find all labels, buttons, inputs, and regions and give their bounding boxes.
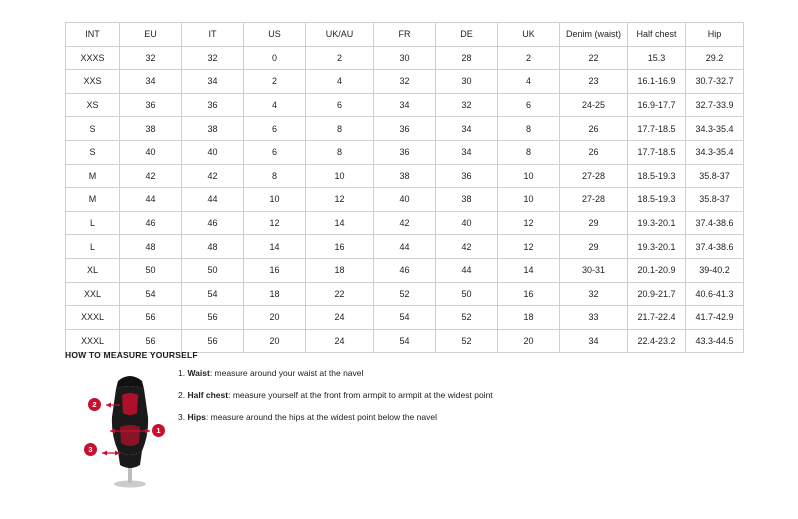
cell-hip: 39-40.2 [686, 258, 744, 282]
cell-uk: 8 [498, 140, 560, 164]
cell-it: 42 [182, 164, 244, 188]
cell-int: M [66, 188, 120, 212]
cell-de: 44 [436, 258, 498, 282]
cell-half-chest: 17.7-18.5 [628, 140, 686, 164]
cell-int: XS [66, 93, 120, 117]
measure-badge-2: 2 [88, 398, 101, 411]
mannequin-illustration [80, 365, 180, 490]
cell-fr: 36 [374, 117, 436, 141]
cell-denim-waist: 23 [560, 70, 628, 94]
cell-uk-au: 4 [306, 70, 374, 94]
cell-fr: 34 [374, 93, 436, 117]
cell-int: M [66, 164, 120, 188]
cell-half-chest: 19.3-20.1 [628, 235, 686, 259]
cell-fr: 46 [374, 258, 436, 282]
measure-instructions [178, 368, 598, 435]
cell-half-chest: 21.7-22.4 [628, 306, 686, 330]
column-header-eu: EU [120, 23, 182, 47]
cell-uk-au: 2 [306, 46, 374, 70]
cell-denim-waist: 22 [560, 46, 628, 70]
cell-de: 32 [436, 93, 498, 117]
column-header-de: DE [436, 23, 498, 47]
cell-int: XXXL [66, 306, 120, 330]
cell-hip: 37.4-38.6 [686, 235, 744, 259]
cell-uk-au: 18 [306, 258, 374, 282]
instruction-term: Waist [187, 368, 210, 378]
table-row [66, 282, 744, 306]
cell-denim-waist: 27-28 [560, 188, 628, 212]
cell-de: 34 [436, 117, 498, 141]
cell-it: 54 [182, 282, 244, 306]
instruction-hips [178, 412, 598, 422]
cell-de: 28 [436, 46, 498, 70]
cell-eu: 44 [120, 188, 182, 212]
instruction-term: Half chest [187, 390, 229, 401]
cell-uk: 2 [498, 46, 560, 70]
cell-it: 48 [182, 235, 244, 259]
column-header-hip: Hip [686, 23, 744, 47]
cell-us: 6 [244, 140, 306, 164]
cell-uk-au: 16 [306, 235, 374, 259]
cell-half-chest: 15.3 [628, 46, 686, 70]
cell-int: S [66, 117, 120, 141]
cell-it: 44 [182, 188, 244, 212]
column-header-fr: FR [374, 23, 436, 47]
size-chart-container [65, 22, 733, 353]
cell-half-chest: 20.9-21.7 [628, 282, 686, 306]
cell-fr: 36 [374, 140, 436, 164]
cell-it: 50 [182, 258, 244, 282]
measure-badge-1: 1 [152, 424, 165, 437]
how-to-measure-title: HOW TO MEASURE YOURSELF [65, 350, 198, 360]
cell-it: 56 [182, 329, 244, 353]
cell-hip: 35.8-37 [686, 188, 744, 212]
cell-uk: 14 [498, 258, 560, 282]
table-row [66, 164, 744, 188]
instruction-text: : measure yourself at the front from armpit to armpit at the widest point [228, 390, 493, 401]
cell-de: 38 [436, 188, 498, 212]
cell-denim-waist: 26 [560, 117, 628, 141]
cell-us: 12 [244, 211, 306, 235]
cell-us: 20 [244, 329, 306, 353]
cell-fr: 42 [374, 211, 436, 235]
cell-eu: 32 [120, 46, 182, 70]
cell-int: XXL [66, 282, 120, 306]
cell-eu: 36 [120, 93, 182, 117]
cell-us: 18 [244, 282, 306, 306]
column-header-half-chest: Half chest [628, 23, 686, 47]
cell-us: 8 [244, 164, 306, 188]
cell-uk-au: 22 [306, 282, 374, 306]
cell-eu: 42 [120, 164, 182, 188]
cell-uk-au: 14 [306, 211, 374, 235]
cell-it: 34 [182, 70, 244, 94]
instruction-number: 1. [178, 368, 186, 378]
table-row [66, 306, 744, 330]
table-row [66, 258, 744, 282]
cell-de: 36 [436, 164, 498, 188]
cell-it: 38 [182, 117, 244, 141]
cell-uk: 6 [498, 93, 560, 117]
cell-it: 56 [182, 306, 244, 330]
cell-uk-au: 24 [306, 329, 374, 353]
cell-eu: 54 [120, 282, 182, 306]
cell-us: 10 [244, 188, 306, 212]
table-row [66, 211, 744, 235]
cell-uk: 10 [498, 164, 560, 188]
cell-int: XL [66, 258, 120, 282]
cell-hip: 34.3-35.4 [686, 117, 744, 141]
cell-denim-waist: 29 [560, 235, 628, 259]
table-row [66, 140, 744, 164]
cell-uk: 18 [498, 306, 560, 330]
cell-de: 52 [436, 306, 498, 330]
instruction-half-chest [178, 390, 598, 400]
cell-eu: 38 [120, 117, 182, 141]
cell-denim-waist: 32 [560, 282, 628, 306]
cell-eu: 50 [120, 258, 182, 282]
cell-hip: 30.7-32.7 [686, 70, 744, 94]
cell-eu: 56 [120, 329, 182, 353]
cell-denim-waist: 30-31 [560, 258, 628, 282]
column-header-uk: UK [498, 23, 560, 47]
cell-uk-au: 10 [306, 164, 374, 188]
instruction-text: : measure around the hips at the widest point below the navel [205, 412, 437, 423]
cell-fr: 54 [374, 306, 436, 330]
cell-fr: 52 [374, 282, 436, 306]
measure-badge-3: 3 [84, 443, 97, 456]
cell-uk: 8 [498, 117, 560, 141]
cell-uk-au: 6 [306, 93, 374, 117]
column-header-denim-waist: Denim (waist) [560, 23, 628, 47]
column-header-us: US [244, 23, 306, 47]
cell-uk: 16 [498, 282, 560, 306]
cell-it: 40 [182, 140, 244, 164]
cell-us: 14 [244, 235, 306, 259]
cell-us: 20 [244, 306, 306, 330]
cell-half-chest: 22.4-23.2 [628, 329, 686, 353]
table-row [66, 188, 744, 212]
instruction-waist [178, 368, 598, 378]
cell-hip: 29.2 [686, 46, 744, 70]
cell-int: L [66, 211, 120, 235]
column-header-int: INT [66, 23, 120, 47]
table-row [66, 235, 744, 259]
cell-denim-waist: 34 [560, 329, 628, 353]
cell-fr: 44 [374, 235, 436, 259]
cell-it: 46 [182, 211, 244, 235]
cell-uk-au: 24 [306, 306, 374, 330]
cell-eu: 40 [120, 140, 182, 164]
cell-denim-waist: 29 [560, 211, 628, 235]
cell-hip: 34.3-35.4 [686, 140, 744, 164]
size-chart-table [65, 22, 744, 353]
cell-half-chest: 20.1-20.9 [628, 258, 686, 282]
cell-hip: 37.4-38.6 [686, 211, 744, 235]
cell-it: 36 [182, 93, 244, 117]
cell-uk: 12 [498, 211, 560, 235]
cell-fr: 54 [374, 329, 436, 353]
cell-us: 2 [244, 70, 306, 94]
cell-int: XXS [66, 70, 120, 94]
cell-it: 32 [182, 46, 244, 70]
cell-uk: 12 [498, 235, 560, 259]
cell-eu: 46 [120, 211, 182, 235]
cell-de: 30 [436, 70, 498, 94]
table-row [66, 46, 744, 70]
instruction-number: 3. [178, 412, 186, 423]
cell-eu: 48 [120, 235, 182, 259]
cell-denim-waist: 24-25 [560, 93, 628, 117]
instruction-term: Hips [187, 412, 206, 423]
instruction-number: 2. [178, 390, 186, 401]
cell-us: 16 [244, 258, 306, 282]
cell-fr: 38 [374, 164, 436, 188]
cell-denim-waist: 33 [560, 306, 628, 330]
cell-us: 6 [244, 117, 306, 141]
cell-half-chest: 16.1-16.9 [628, 70, 686, 94]
cell-de: 42 [436, 235, 498, 259]
cell-int: XXXS [66, 46, 120, 70]
cell-uk-au: 8 [306, 140, 374, 164]
column-header-uk-au: UK/AU [306, 23, 374, 47]
cell-de: 50 [436, 282, 498, 306]
cell-uk-au: 12 [306, 188, 374, 212]
cell-de: 52 [436, 329, 498, 353]
cell-int: XXXL [66, 329, 120, 353]
cell-half-chest: 18.5-19.3 [628, 188, 686, 212]
cell-half-chest: 17.7-18.5 [628, 117, 686, 141]
cell-fr: 32 [374, 70, 436, 94]
cell-uk: 4 [498, 70, 560, 94]
cell-hip: 32.7-33.9 [686, 93, 744, 117]
cell-fr: 40 [374, 188, 436, 212]
cell-denim-waist: 27-28 [560, 164, 628, 188]
cell-half-chest: 18.5-19.3 [628, 164, 686, 188]
cell-half-chest: 16.9-17.7 [628, 93, 686, 117]
cell-de: 40 [436, 211, 498, 235]
cell-uk: 20 [498, 329, 560, 353]
table-body [66, 46, 744, 353]
cell-int: S [66, 140, 120, 164]
cell-uk: 10 [498, 188, 560, 212]
cell-eu: 56 [120, 306, 182, 330]
cell-fr: 30 [374, 46, 436, 70]
cell-half-chest: 19.3-20.1 [628, 211, 686, 235]
column-header-it: IT [182, 23, 244, 47]
table-header-row [66, 23, 744, 47]
table-row [66, 93, 744, 117]
table-row [66, 70, 744, 94]
cell-hip: 40.6-41.3 [686, 282, 744, 306]
cell-us: 0 [244, 46, 306, 70]
cell-int: L [66, 235, 120, 259]
cell-hip: 41.7-42.9 [686, 306, 744, 330]
cell-denim-waist: 26 [560, 140, 628, 164]
cell-us: 4 [244, 93, 306, 117]
cell-hip: 43.3-44.5 [686, 329, 744, 353]
table-row [66, 117, 744, 141]
cell-uk-au: 8 [306, 117, 374, 141]
instruction-text: : measure around your waist at the navel [209, 368, 364, 378]
cell-eu: 34 [120, 70, 182, 94]
cell-de: 34 [436, 140, 498, 164]
cell-hip: 35.8-37 [686, 164, 744, 188]
